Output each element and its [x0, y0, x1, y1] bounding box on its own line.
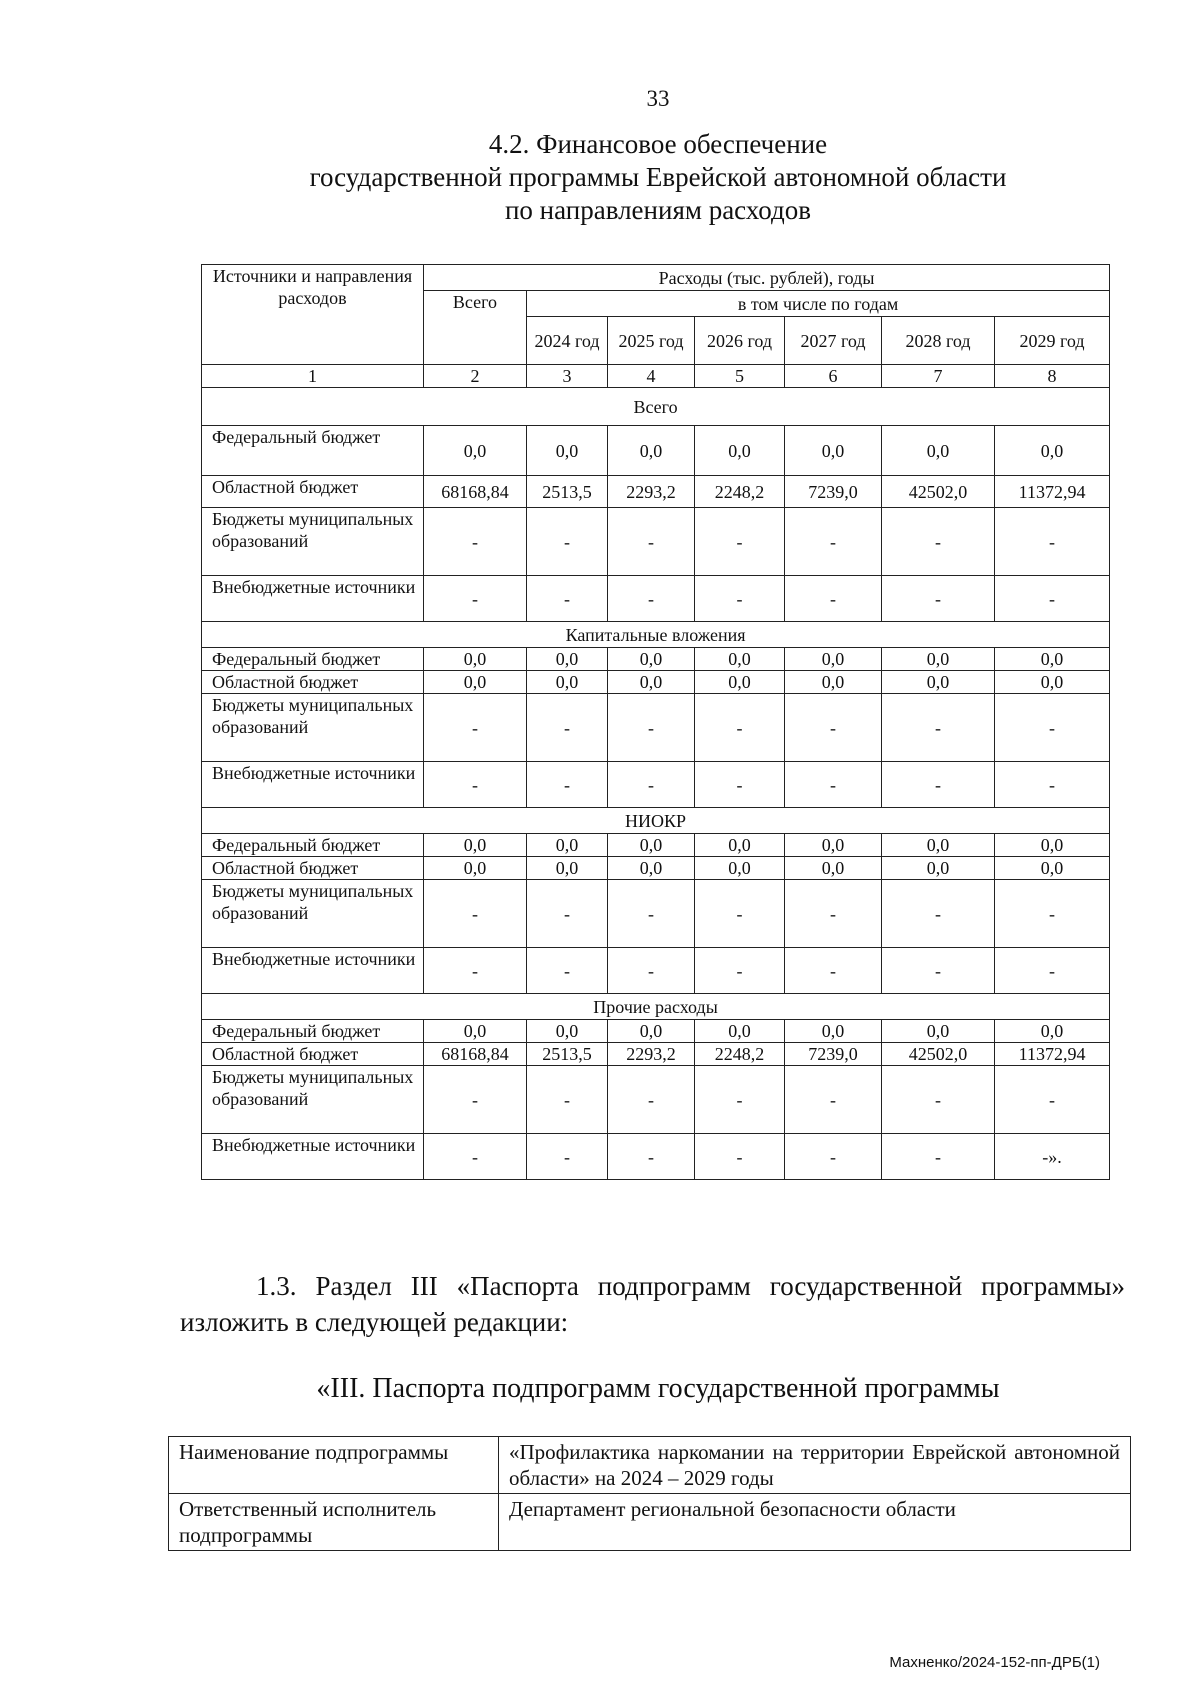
row-label: Бюджеты муниципальных образований	[202, 1066, 424, 1134]
header-expenses: Расходы (тыс. рублей), годы	[424, 265, 1110, 291]
passport-row	[169, 1494, 1131, 1551]
value-cell: 0,0	[882, 426, 995, 476]
value-cell: 0,0	[882, 1020, 995, 1043]
value-cell: -	[882, 1134, 995, 1180]
value-cell: 0,0	[995, 426, 1110, 476]
table-row	[202, 508, 1110, 576]
value-cell: -	[527, 1066, 608, 1134]
value-cell: 2513,5	[527, 476, 608, 508]
value-cell: -	[785, 948, 882, 994]
row-label: Бюджеты муниципальных образований	[202, 508, 424, 576]
value-cell: 0,0	[424, 834, 527, 857]
value-cell: -	[527, 762, 608, 808]
title-line-1: 4.2. Финансовое обеспечение	[488, 129, 828, 159]
row-label: Федеральный бюджет	[202, 426, 424, 476]
value-cell: 11372,94	[995, 1043, 1110, 1066]
header-year: 2029 год	[995, 317, 1110, 365]
value-cell: 0,0	[527, 648, 608, 671]
row-label: Бюджеты муниципальных образований	[202, 694, 424, 762]
header-year: 2025 год	[608, 317, 695, 365]
row-label: Федеральный бюджет	[202, 834, 424, 857]
value-cell: -	[608, 508, 695, 576]
value-cell: -	[527, 880, 608, 948]
value-cell: 0,0	[785, 834, 882, 857]
value-cell: -	[785, 762, 882, 808]
value-cell: -	[695, 762, 785, 808]
table-row	[202, 1134, 1110, 1180]
row-label: Областной бюджет	[202, 476, 424, 508]
value-cell: -	[527, 508, 608, 576]
value-cell: -	[785, 694, 882, 762]
table-row	[202, 762, 1110, 808]
value-cell: -	[608, 1066, 695, 1134]
section-header: Всего	[202, 388, 1110, 426]
value-cell: -	[424, 1134, 527, 1180]
value-cell: -	[882, 576, 995, 622]
table-row	[202, 426, 1110, 476]
column-number: 6	[785, 365, 882, 388]
section-header: Капитальные вложения	[202, 622, 1110, 648]
value-cell: 0,0	[695, 671, 785, 694]
table-row	[202, 1020, 1110, 1043]
value-cell: -	[695, 1066, 785, 1134]
header-total: Всего	[424, 291, 527, 365]
table-row	[202, 476, 1110, 508]
amendment-paragraph	[180, 1268, 1125, 1340]
value-cell: 42502,0	[882, 476, 995, 508]
value-cell: -	[882, 880, 995, 948]
value-cell: -	[785, 1066, 882, 1134]
value-cell: 7239,0	[785, 476, 882, 508]
page-title	[200, 128, 1116, 227]
row-label: Областной бюджет	[202, 857, 424, 880]
value-cell: 0,0	[424, 671, 527, 694]
value-cell: -	[882, 508, 995, 576]
column-number: 5	[695, 365, 785, 388]
value-cell: 0,0	[882, 857, 995, 880]
value-cell: -	[785, 1134, 882, 1180]
passport-label: Ответственный исполнитель подпрограммы	[169, 1494, 499, 1551]
row-label: Бюджеты муниципальных образований	[202, 880, 424, 948]
column-number: 2	[424, 365, 527, 388]
title-line-2: государственной программы Еврейской автономной области	[309, 162, 1007, 192]
value-cell: -	[527, 576, 608, 622]
value-cell: -	[424, 1066, 527, 1134]
value-cell: 2513,5	[527, 1043, 608, 1066]
value-cell: -».	[995, 1134, 1110, 1180]
value-cell: 0,0	[608, 1020, 695, 1043]
value-cell: -	[527, 948, 608, 994]
row-label: Внебюджетные источники	[202, 948, 424, 994]
amendment-paragraph-text: 1.3. Раздел III «Паспорта подпрограмм государственной программы» изложить в следующей редакции:	[180, 1271, 1125, 1337]
passport-label: Наименование подпрограммы	[169, 1437, 499, 1494]
header-sources: Источники и направления расходов	[202, 265, 424, 365]
value-cell: 68168,84	[424, 476, 527, 508]
row-label: Федеральный бюджет	[202, 1020, 424, 1043]
value-cell: 0,0	[882, 671, 995, 694]
value-cell: -	[424, 948, 527, 994]
value-cell: -	[882, 1066, 995, 1134]
row-label: Внебюджетные источники	[202, 1134, 424, 1180]
value-cell: -	[695, 1134, 785, 1180]
value-cell: -	[995, 508, 1110, 576]
value-cell: 0,0	[608, 834, 695, 857]
row-label: Федеральный бюджет	[202, 648, 424, 671]
value-cell: 0,0	[995, 1020, 1110, 1043]
table-row	[202, 948, 1110, 994]
header-by-year: в том числе по годам	[527, 291, 1110, 317]
value-cell: -	[424, 762, 527, 808]
row-label: Областной бюджет	[202, 1043, 424, 1066]
value-cell: 0,0	[695, 426, 785, 476]
table-row	[202, 671, 1110, 694]
value-cell: 2248,2	[695, 476, 785, 508]
value-cell: 2248,2	[695, 1043, 785, 1066]
value-cell: 0,0	[882, 834, 995, 857]
value-cell: 0,0	[424, 1020, 527, 1043]
value-cell: 0,0	[608, 426, 695, 476]
column-number: 3	[527, 365, 608, 388]
header-year: 2028 год	[882, 317, 995, 365]
value-cell: -	[785, 880, 882, 948]
value-cell: -	[695, 694, 785, 762]
passport-table	[168, 1436, 1131, 1551]
value-cell: 0,0	[785, 648, 882, 671]
value-cell: -	[785, 508, 882, 576]
value-cell: -	[695, 576, 785, 622]
value-cell: -	[608, 694, 695, 762]
value-cell: 0,0	[527, 426, 608, 476]
value-cell: -	[608, 948, 695, 994]
value-cell: -	[882, 948, 995, 994]
value-cell: -	[995, 948, 1110, 994]
value-cell: 2293,2	[608, 476, 695, 508]
value-cell: -	[785, 576, 882, 622]
value-cell: 0,0	[527, 671, 608, 694]
value-cell: -	[527, 694, 608, 762]
value-cell: -	[695, 948, 785, 994]
value-cell: -	[608, 762, 695, 808]
value-cell: 0,0	[527, 857, 608, 880]
value-cell: 0,0	[608, 857, 695, 880]
column-number: 8	[995, 365, 1110, 388]
table-row	[202, 1066, 1110, 1134]
row-label: Внебюджетные источники	[202, 576, 424, 622]
row-label: Внебюджетные источники	[202, 762, 424, 808]
page-number: 33	[646, 86, 670, 111]
value-cell: 0,0	[882, 648, 995, 671]
value-cell: 42502,0	[882, 1043, 995, 1066]
passport-value: «Профилактика наркомании на территории Еврейской автономной области» на 2024 – 2029 годы	[499, 1437, 1131, 1494]
column-number: 4	[608, 365, 695, 388]
section-title: «III. Паспорта подпрограмм государственной программы	[316, 1373, 1000, 1404]
table-row	[202, 1043, 1110, 1066]
value-cell: -	[608, 880, 695, 948]
document-footer-code: Махненко/2024-152-пп-ДРБ(1)	[889, 1654, 1100, 1671]
value-cell: -	[882, 694, 995, 762]
value-cell: 0,0	[785, 857, 882, 880]
value-cell: 2293,2	[608, 1043, 695, 1066]
value-cell: -	[995, 1066, 1110, 1134]
value-cell: 0,0	[608, 671, 695, 694]
value-cell: 0,0	[695, 834, 785, 857]
table-row	[202, 880, 1110, 948]
value-cell: -	[608, 1134, 695, 1180]
value-cell: 0,0	[608, 648, 695, 671]
header-year: 2026 год	[695, 317, 785, 365]
value-cell: 0,0	[995, 857, 1110, 880]
section-header: Прочие расходы	[202, 994, 1110, 1020]
column-number: 7	[882, 365, 995, 388]
table-row	[202, 834, 1110, 857]
table-row	[202, 694, 1110, 762]
value-cell: 68168,84	[424, 1043, 527, 1066]
passport-row	[169, 1437, 1131, 1494]
value-cell: -	[995, 880, 1110, 948]
table-row	[202, 857, 1110, 880]
value-cell: -	[527, 1134, 608, 1180]
financing-table	[201, 264, 1110, 1180]
value-cell: 0,0	[995, 834, 1110, 857]
passport-value: Департамент региональной безопасности области	[499, 1494, 1131, 1551]
value-cell: -	[995, 762, 1110, 808]
value-cell: 0,0	[424, 426, 527, 476]
value-cell: -	[608, 576, 695, 622]
value-cell: -	[695, 880, 785, 948]
value-cell: 0,0	[695, 1020, 785, 1043]
table-row	[202, 576, 1110, 622]
value-cell: 0,0	[995, 671, 1110, 694]
header-year: 2027 год	[785, 317, 882, 365]
section-header: НИОКР	[202, 808, 1110, 834]
header-year: 2024 год	[527, 317, 608, 365]
value-cell: 0,0	[424, 648, 527, 671]
value-cell: 7239,0	[785, 1043, 882, 1066]
value-cell: 0,0	[527, 834, 608, 857]
value-cell: 11372,94	[995, 476, 1110, 508]
value-cell: -	[424, 576, 527, 622]
value-cell: -	[995, 694, 1110, 762]
value-cell: 0,0	[695, 857, 785, 880]
value-cell: 0,0	[695, 648, 785, 671]
value-cell: 0,0	[785, 426, 882, 476]
value-cell: 0,0	[527, 1020, 608, 1043]
value-cell: 0,0	[424, 857, 527, 880]
value-cell: 0,0	[785, 671, 882, 694]
row-label: Областной бюджет	[202, 671, 424, 694]
value-cell: -	[424, 508, 527, 576]
value-cell: -	[882, 762, 995, 808]
value-cell: 0,0	[785, 1020, 882, 1043]
title-line-3: по направлениям расходов	[504, 195, 811, 225]
value-cell: 0,0	[995, 648, 1110, 671]
value-cell: -	[995, 576, 1110, 622]
value-cell: -	[424, 880, 527, 948]
table-row	[202, 648, 1110, 671]
value-cell: -	[695, 508, 785, 576]
column-number: 1	[202, 365, 424, 388]
value-cell: -	[424, 694, 527, 762]
